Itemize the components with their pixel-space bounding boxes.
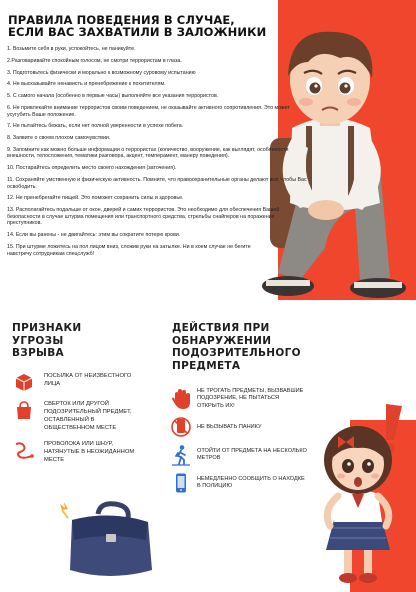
- phone-icon: [170, 472, 192, 494]
- rule-item: 7. Не пытайтесь бежать, если нет полной уверенности в успехе побега.: [7, 123, 184, 130]
- rule-item: 9. Запомните как можно больше информации о террористах (количество, вооружение, как выглядят, особенности внешности, телосложения, тематики разговора, акцент, темперамент, манеру поведения).: [7, 146, 289, 160]
- suspicious-bag-illustration: [60, 500, 160, 582]
- page-title-line-2: ЕСЛИ ВАС ЗАХВАТИЛИ В ЗАЛОЖНИКИ: [8, 25, 267, 39]
- explosion-signs-title-line: ВЗРЫВА: [12, 347, 64, 359]
- stop-hand-icon: [170, 388, 192, 410]
- hostage-rules-list: [7, 46, 307, 262]
- rule-item: 2.Разговаривайте спокойным голосом, не смотри террористам в глаза.: [7, 57, 182, 64]
- explosion-signs-title-line: УГРОЗЫ: [12, 334, 64, 347]
- explosion-signs-list: [14, 372, 174, 472]
- rule-item: 14. Если вы ранены - не двигайтесь: этим вы сократите потерю крови.: [7, 232, 181, 239]
- sign-text: ПРОВОЛОКА ИЛИ ШНУР, НАТЯНУТЫЕ В НЕОЖИДАННОМ МЕСТЕ: [44, 441, 135, 463]
- list-item: [14, 400, 174, 432]
- action-text: НЕМЕДЛЕННО СООБЩИТЬ О НАХОДКЕ В ПОЛИЦИЮ: [197, 475, 305, 490]
- no-phone-icon: [170, 416, 192, 438]
- walk-away-icon: [170, 444, 192, 466]
- parcel-icon: [14, 372, 34, 392]
- action-text: ОТОЙТИ ОТ ПРЕДМЕТА НА НЕСКОЛЬКО МЕТРОВ: [197, 447, 307, 462]
- list-item: [14, 372, 174, 392]
- rule-item: 8. Заявите о своем плохом самочувствии.: [7, 135, 111, 142]
- rule-item: 12. Не пренебрегайте пищей. Это поможет сохранить силы и здоровье.: [7, 195, 184, 202]
- suspicious-object-actions-title: [172, 322, 352, 372]
- explosion-signs-title-line: ПРИЗНАКИ: [12, 322, 82, 334]
- action-text: НЕ ВЫЗЫВАТЬ ПАНИКУ: [197, 423, 262, 430]
- action-text: НЕ ТРОГАТЬ ПРЕДМЕТЫ, ВЫЗВАВШИЕ ПОДОЗРЕНИЕ, НЕ ПЫТАТЬСЯ ОТКРЫТЬ ИХ!: [197, 388, 304, 409]
- rule-item: 13. Располагайтесь подальше от окон, дверей и самих террористов. Это необходимо для обеспечения Вашей безопасности в случае штурма помещения или транспортного средства, стрельбы снайперов на поражение преступников.: [7, 207, 280, 227]
- wire-icon: [14, 440, 34, 460]
- actions-title-line: ПОДОЗРИТЕЛЬНОГО: [172, 347, 301, 359]
- sign-text: ПОСЫЛКА ОТ НЕИЗВЕСТНОГО ЛИЦА: [44, 373, 132, 387]
- rule-item: 5. С самого начала (особенно в первые часы) выполняйте все указания террористов.: [7, 93, 219, 100]
- rule-item: 4. Не высказывайте ненависть и пренебрежение к похитителям.: [7, 81, 166, 88]
- explosion-signs-title: [12, 322, 152, 360]
- actions-title-line: ОБНАРУЖЕНИИ: [172, 334, 272, 347]
- rule-item: 3. Подготовьтесь физически и морально к возможному суровому испытанию: [7, 69, 196, 76]
- actions-title-line: ДЕЙСТВИЯ ПРИ: [172, 322, 270, 334]
- rule-item: 15. При штурме ложитесь на пол лицом вниз, сложив руки на затылке. Ни в коем случае не бегите навстречу сотрудникам спецслужб!: [7, 243, 251, 257]
- bag-icon: [14, 400, 34, 420]
- rule-item: 1. Возьмите себя в руки, успокойтесь, не паникуйте.: [7, 46, 136, 52]
- surprised-girl-illustration: [308, 398, 408, 586]
- rule-item: 11. Сохраняйте умственную и физическую активность. Помните, что правоохранительные органы делают всё, чтобы Вас освободить.: [7, 177, 307, 190]
- actions-title-line: ПРЕДМЕТА: [172, 359, 241, 372]
- list-item: [14, 440, 174, 464]
- rule-item: 10. Постарайтесь определить место своего нахождения (заточения).: [7, 165, 177, 172]
- page-title: [8, 14, 298, 38]
- rule-item: 6. Не привлекайте внимание террористов своим поведением, не оказывайте активного сопротивления. Это может усугубить Ваше положение.: [7, 104, 290, 118]
- sign-text: СВЕРТОК ИЛИ ДРУГОЙ ПОДОЗРИТЕЛЬНЫЙ ПРЕДМЕТ, ОСТАВЛЕННЫЙ В ОБЩЕСТВЕННОМ МЕСТЕ: [44, 401, 132, 431]
- page-title-line-1: ПРАВИЛА ПОВЕДЕНИЯ В СЛУЧАЕ,: [8, 13, 235, 27]
